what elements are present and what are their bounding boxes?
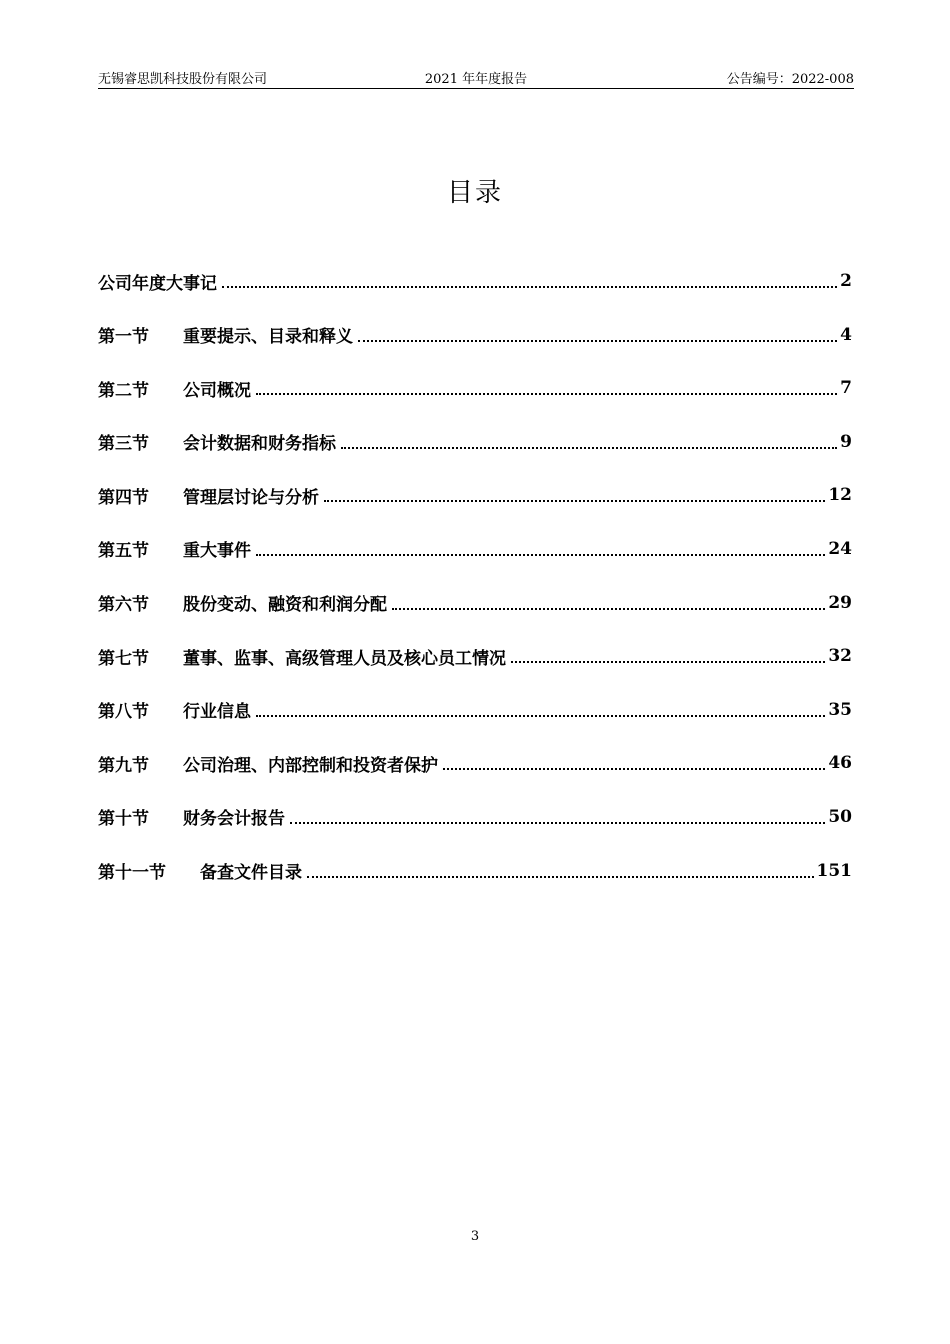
toc-entry-section: 第四节 [98, 487, 149, 508]
toc-leader-dots [256, 715, 825, 717]
toc-leader-dots [290, 822, 825, 824]
toc-entry-section: 第七节 [98, 648, 149, 669]
toc-entry-page: 29 [828, 592, 852, 613]
toc-entry-page: 24 [828, 538, 852, 559]
page-title: 目录 [446, 178, 503, 208]
toc-entry-section-1[interactable] [98, 320, 852, 350]
toc-entry-section: 第一节 [98, 327, 149, 348]
toc-entry-section: 第十节 [98, 809, 149, 830]
header-report-title: 2021 年年度报告 [424, 72, 528, 87]
toc-entry-title: 财务会计报告 [183, 809, 285, 830]
page-number: 3 [470, 1229, 480, 1244]
toc-entry-page: 35 [828, 699, 852, 720]
toc-entry-title: 重大事件 [183, 541, 251, 562]
toc-entry-section-5[interactable] [98, 534, 852, 564]
toc-entry-annual-events[interactable] [98, 266, 852, 296]
toc-entry-title: 会计数据和财务指标 [183, 434, 336, 455]
toc-entry-section: 第三节 [98, 434, 149, 455]
toc-entry-title: 公司年度大事记 [98, 273, 217, 294]
toc-entry-title: 董事、监事、高级管理人员及核心员工情况 [183, 648, 506, 669]
header-company: 无锡睿思凯科技股份有限公司 [98, 72, 268, 87]
toc-entry-section: 第六节 [98, 595, 149, 616]
toc-entry-section: 第九节 [98, 755, 149, 776]
header-notice-number: 公告编号：2022-008 [726, 72, 854, 87]
toc-entry-section-10[interactable] [98, 802, 852, 832]
toc-leader-dots [358, 340, 837, 342]
toc-entry-section-8[interactable] [98, 695, 852, 725]
page-header [98, 66, 854, 89]
toc-entry-section-6[interactable] [98, 588, 852, 618]
toc-entry-page: 9 [840, 431, 852, 452]
toc-entry-title: 管理层讨论与分析 [183, 487, 319, 508]
toc-entry-section-2[interactable] [98, 373, 852, 403]
toc-leader-dots [392, 608, 825, 610]
toc-leader-dots [222, 286, 837, 288]
toc-leader-dots [341, 447, 837, 449]
toc-leader-dots [443, 768, 825, 770]
toc-entry-title: 行业信息 [183, 702, 251, 723]
toc-entry-title: 公司治理、内部控制和投资者保护 [183, 755, 438, 776]
toc-leader-dots [256, 554, 825, 556]
toc-entry-page: 2 [840, 271, 852, 291]
toc-entry-section-4[interactable] [98, 480, 852, 510]
toc-leader-dots [307, 876, 814, 878]
toc-entry-page: 50 [828, 806, 852, 827]
toc-entry-page: 46 [828, 753, 852, 774]
toc-leader-dots [256, 393, 837, 395]
toc-entry-page: 12 [828, 485, 852, 506]
toc-entry-section-3[interactable] [98, 427, 852, 457]
toc-entry-title: 公司概况 [183, 380, 251, 401]
toc-entry-title: 股份变动、融资和利润分配 [183, 595, 387, 616]
toc-entry-section-11[interactable] [98, 856, 852, 886]
toc-entry-page: 151 [816, 860, 852, 881]
toc-entry-page: 32 [828, 646, 852, 667]
toc-entry-section: 第八节 [98, 702, 149, 723]
toc-leader-dots [324, 500, 825, 502]
toc-entry-page: 7 [840, 378, 852, 399]
table-of-contents [98, 266, 852, 909]
toc-entry-section: 第五节 [98, 541, 149, 562]
toc-entry-section-7[interactable] [98, 641, 852, 671]
toc-entry-section: 第二节 [98, 380, 149, 401]
toc-entry-page: 4 [840, 324, 852, 345]
toc-entry-title: 重要提示、目录和释义 [183, 327, 353, 348]
toc-entry-section-9[interactable] [98, 748, 852, 778]
toc-leader-dots [511, 661, 825, 663]
toc-entry-title: 备查文件目录 [200, 863, 302, 884]
toc-entry-section: 第十一节 [98, 863, 166, 884]
